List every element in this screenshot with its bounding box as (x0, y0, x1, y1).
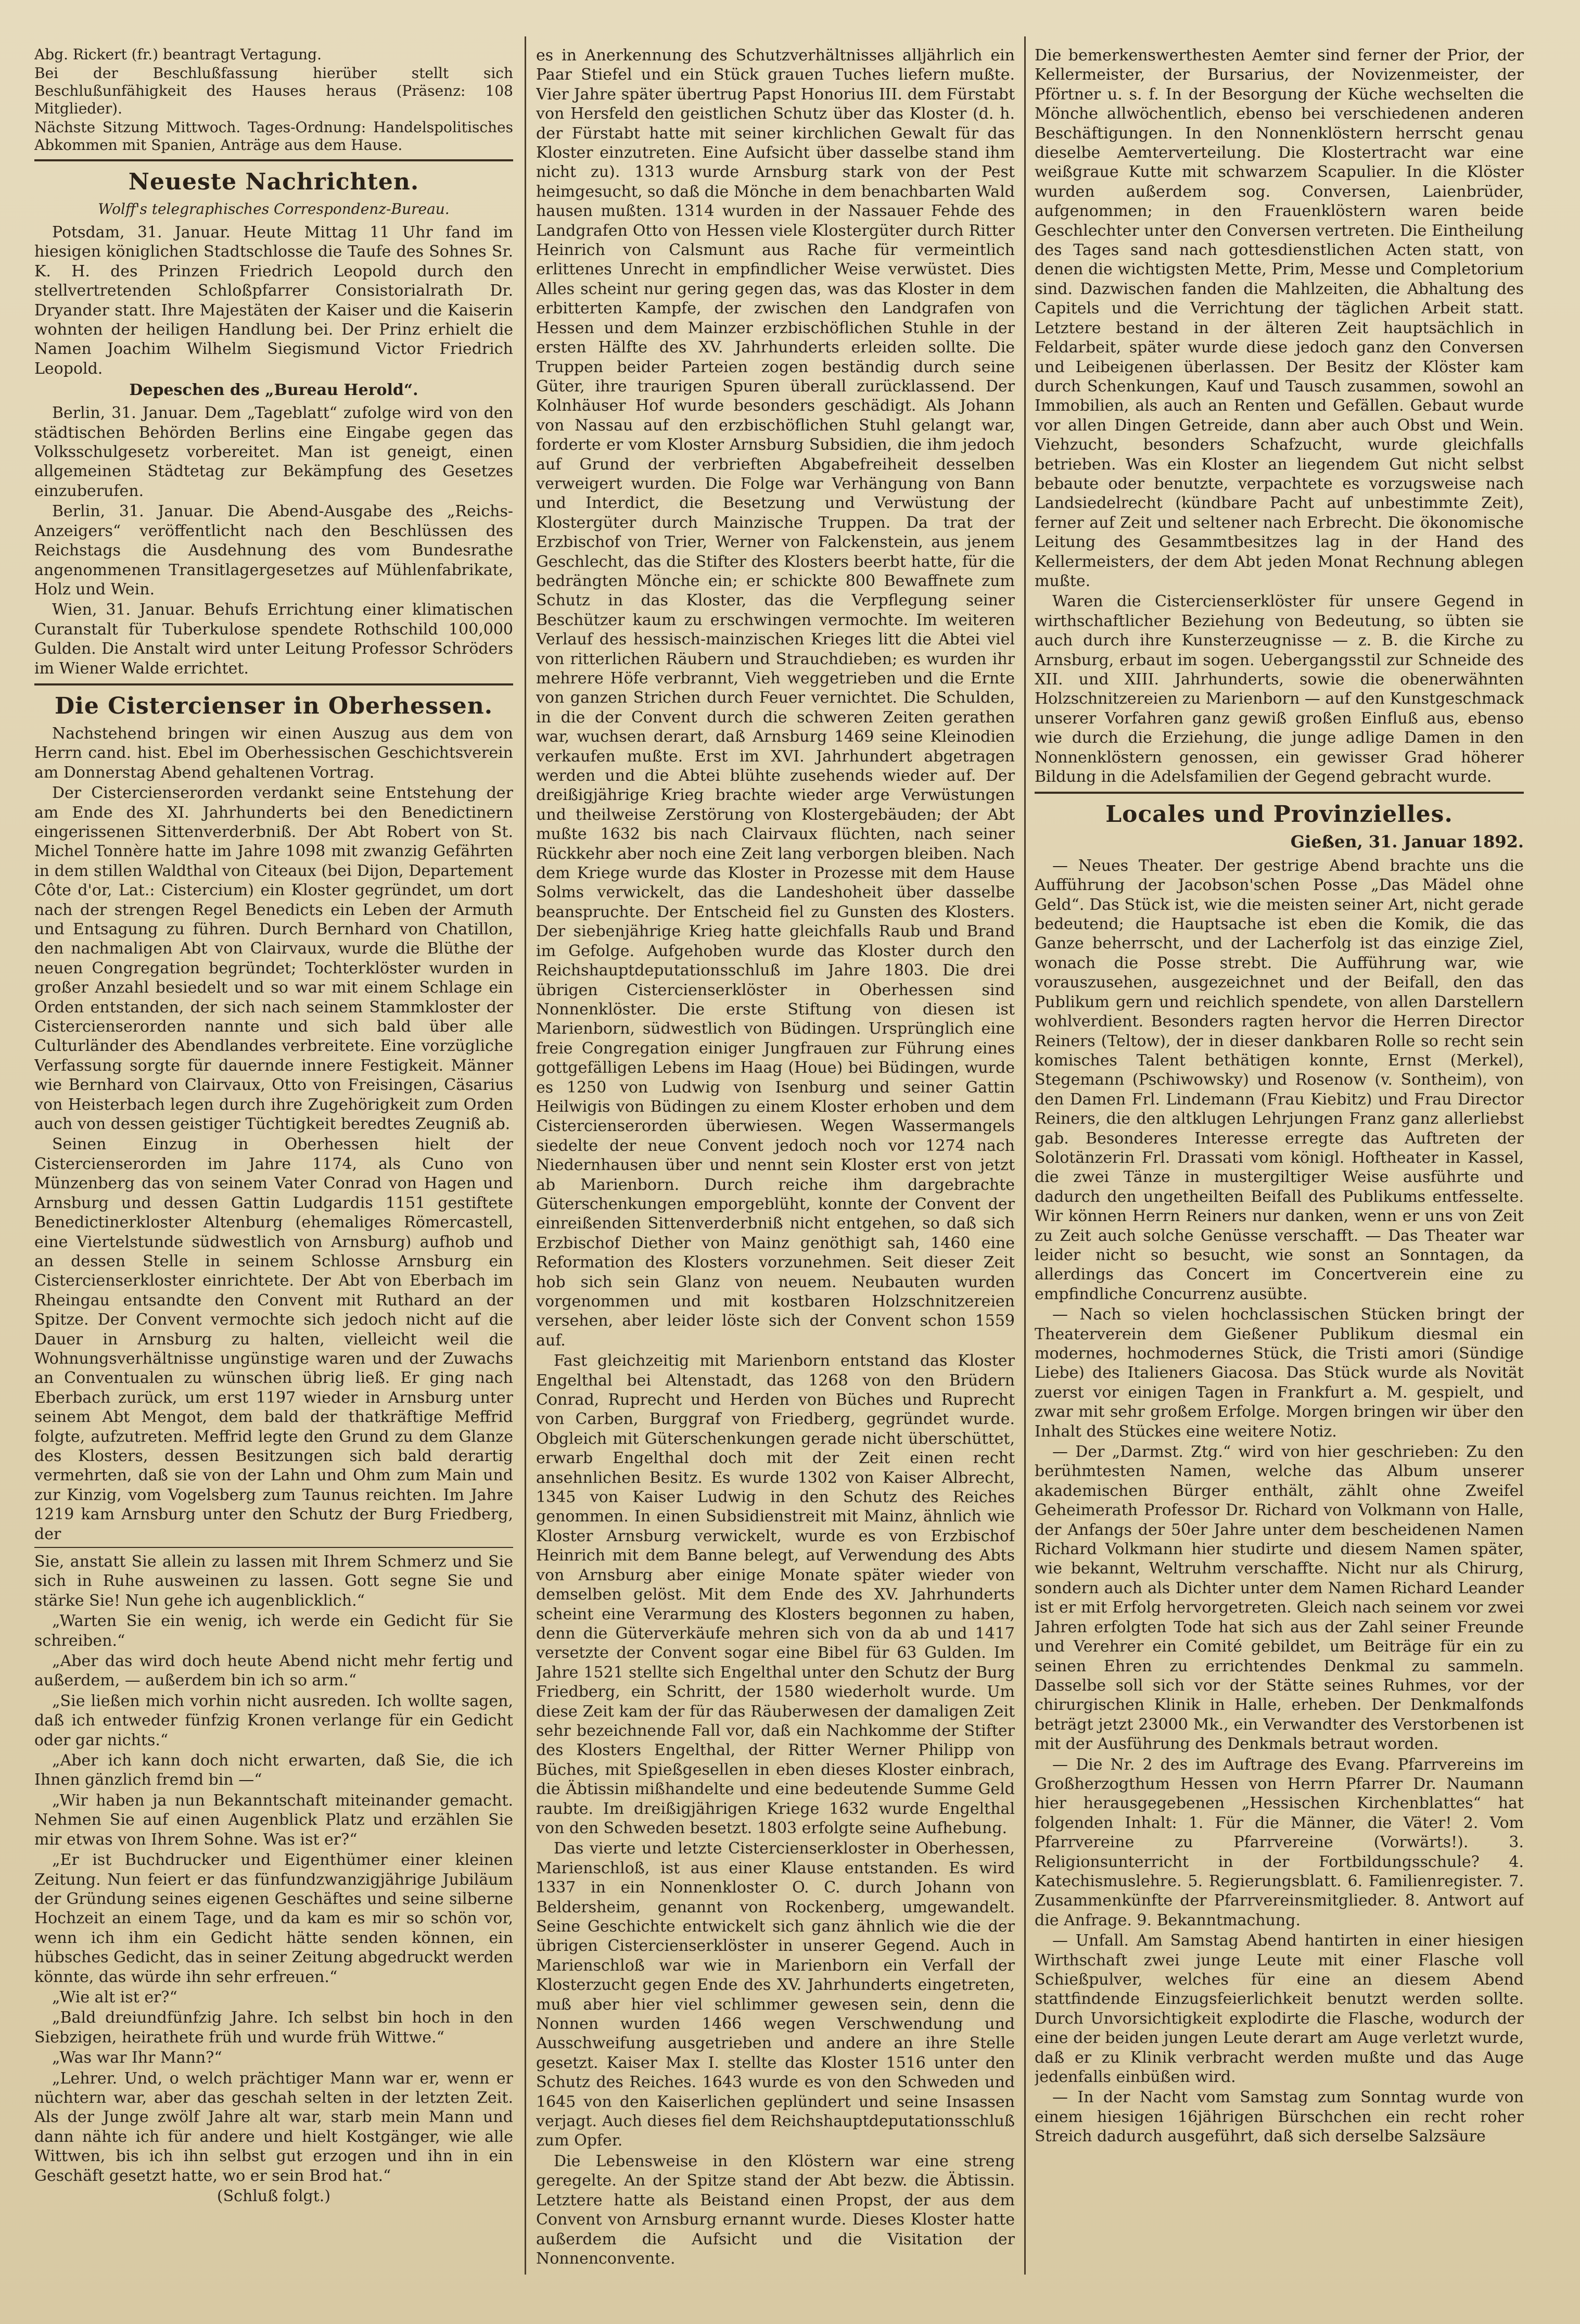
feuilleton-rule (34, 1547, 513, 1548)
story-paragraph: „Lehrer. Und, o welch prächtiger Mann war er, wenn er nüchtern war, aber das geschah selten in der letzten Zeit. Als der Junge zwölf Jahre alt war, starb mein Mann und dann nähte ich für andere und hielt Kostgänger, wie alle Wittwen, bis ich ihn selbst gut erzogen und ihn in ein Geschäft gesetzt hatte, wo er sein Brod hat.“ (34, 2069, 513, 2185)
news-subheading: Wolff's telegraphisches Correspondenz-Bureau. (98, 200, 450, 218)
parliament-note: Nächste Sitzung Mittwoch. Tages-Ordnung: Handelspolitisches Abkommen mit Spanien, Anträge aus dem Hause. (34, 119, 513, 154)
story-paragraph: „Er ist Buchdrucker und Eigenthümer einer kleinen Zeitung. Nun feiert er das fünfundzwanzigjährige Jubiläum der Gründung seines eigenen Geschäftes und seine silberne Hochzeit an einem Tage, und da kam es mir so schön vor, wenn ich ihm ein Gedicht hätte senden können, ein hübsches Gedicht, das in seiner Zeitung abgedruckt werden könnte, das würde ihn sehr erfreuen.“ (34, 1851, 513, 1986)
story-paragraph: „Aber ich kann doch nicht erwarten, daß Sie, die ich Ihnen gänzlich fremd bin —“ (34, 1751, 513, 1789)
article-paragraph: Nachstehend bringen wir einen Auszug aus dem von Herrn cand. hist. Ebel im Oberhessischen Geschichtsverein am Donnerstag Abend gehaltenen Vortrag. (34, 724, 513, 782)
herold-heading: Depeschen des „Bureau Herold“. (129, 381, 418, 400)
column-1 (34, 46, 513, 2284)
story-paragraph: „Bald dreiundfünfzig Jahre. Ich selbst bin hoch in den Siebzigen, heirathete früh und wurde früh Wittwe.“ (34, 2009, 513, 2047)
news-item: Wien, 31. Januar. Behufs Errichtung einer klimatischen Curanstalt für Tuberkulose spendete Rothschild 100,000 Gulden. Die Anstalt wird unter Leitung Professor Schröders im Wiener Walde errichtet. (34, 601, 513, 678)
article-paragraph: Fast gleichzeitig mit Marienborn entstand das Kloster Engelthal bei Altenstadt, das 1268 von den Brüdern Conrad, Ruprecht und Herden von Büches und Ruprecht von Carben, Burggraf von Friedberg, gegründet wurde. Obgleich mit Güterschenkungen gerade nicht überschüttet, erwarb Engelthal doch mit der Zeit einen recht ansehnlichen Besitz. Es wurde 1302 von Kaiser Albrecht, 1345 von Kaiser Ludwig in den Schutz des Reiches genommen. In einen Subsidienstreit mit Mainz, ähnlich wie Kloster Arnsburg verwickelt, wurde es von Erzbischof Heinrich mit dem Banne belegt, auf Verwendung des Abts von Arnsburg aber einige Monate später wieder von demselben gelöst. Mit dem Ende des XV. Jahrhunderts scheint eine Verarmung des Klosters begonnen zu haben, denn die Güterverkäufe mehren sich von da ab und 1417 versetzte der Convent sogar eine Bibel für 63 Gulden. Im Jahre 1521 stellte sich Engelthal unter den Schutz der Burg Friedberg, ein Schritt, der 1580 wiederholt wurde. Um diese Zeit kam der für das Räuberwesen der damaligen Zeit sehr bezeichnende Fall vor, daß ein Nachkomme der Stifter des Klosters Engelthal, der Ritter Werner Philipp von Büches, mit Spießgesellen in eben dieses Kloster einbrach, die Äbtissin mißhandelte und eine bedeutende Summe Geld raubte. Im dreißigjährigen Kriege 1632 wurde Engelthal von den Schweden besetzt. 1803 erfolgte seine Aufhebung. (536, 1352, 1015, 1837)
story-paragraph: Sie, anstatt Sie allein zu lassen mit Ihrem Schmerz und Sie sich in Ruhe ausweinen zu lassen. Gott segne Sie und stärke Sie! Nun gehe ich augenblicklich.“ (34, 1553, 513, 1610)
story-paragraph: „Wir haben ja nun Bekanntschaft miteinander gemacht. Nehmen Sie auf einen Augenblick Platz und erzählen Sie mir etwas von Ihrem Sohne. Was ist er?“ (34, 1791, 513, 1849)
story-paragraph: „Warten Sie ein wenig, ich werde ein Gedicht für Sie schreiben.“ (34, 1612, 513, 1650)
article-paragraph: Waren die Cistercienserklöster für unsere Gegend in wirthschaftlicher Beziehung von Bedeutung, so übten sie auch durch ihre Kunsterzeugnisse — z. B. die Kirche zu Arnsburg, erbaut im sogen. Uebergangsstil zur Schneide des XII. und XIII. Jahrhunderts, sowie die obenerwähnten Holzschnitzereien zu Marienborn — auf den Kunstgeschmack unserer Vorfahren ganz gewiß großen Einfluß aus, ebenso wie durch die Erziehung, die junge adlige Damen in den Nonnenklöstern genossen, ein gewisser Grad höherer Bildung in die Adelsfamilien der Gegend gebracht wurde. (1035, 592, 1524, 786)
dateline: Gießen, 31. Januar 1892. (1290, 832, 1524, 852)
story-paragraph: „Aber das wird doch heute Abend nicht mehr fertig und außerdem, — außerdem bin ich so arm.“ (34, 1652, 513, 1690)
news-item: Berlin, 31. Januar. Dem „Tageblatt“ zufolge wird von den städtischen Behörden Berlins eine Eingabe gegen das Volksschulgesetz vorbereitet. Man ist geneigt, einen allgemeinen Städtetag zur Bekämpfung des Gesetzes einzuberufen. (34, 404, 513, 500)
section-rule (34, 159, 513, 161)
column-3 (1035, 46, 1524, 2300)
article-paragraph: Der Cistercienserorden verdankt seine Entstehung der am Ende des XI. Jahrhunderts bei den Benedictinern eingerissenen Sittenverderbniß. Der Abt Robert von St. Michel Tonnère hatte im Jahre 1098 mit zwanzig Gefährten in dem stillen Waldthal von Citeaux (bei Dijon, Departement Côte d'or, Lat.: Cistercium) ein Kloster gegründet, um dort nach der strengen Regel Benedicts ein Leben der Armuth und Entsagung zu führen. Durch Bernhard von Chatillon, den nachmaligen Abt von Clairvaux, wurde die Blüthe der neuen Congregation begründet; Tochterklöster wurden in großer Anzahl besiedelt und so war mit einem Schlage ein Orden entstanden, der sich nach seinem Stammkloster der Cistercienserorden nannte und sich bald über alle Culturländer des Abendlandes verbreitete. Eine vorzügliche Verfassung sorgte für dauernde innere Festigkeit. Männer wie Bernhard von Clairvaux, Otto von Freisingen, Cäsarius von Heisterbach legen durch ihre Zugehörigkeit zum Orden auch von dessen geistiger Tüchtigkeit beredtes Zeugniß ab. (34, 784, 513, 1134)
article-heading: Die Cistercienser in Oberhessen. (54, 692, 493, 719)
section-rule (1035, 792, 1524, 794)
column-divider (1024, 36, 1026, 2275)
local-news-heading: Locales und Provinzielles. (1105, 801, 1453, 828)
article-paragraph: Seinen Einzug in Oberhessen hielt der Cistercienserorden im Jahre 1174, als Cuno von Münzenberg das von seinem Vater Conrad von Hagen und Arnsburg und dessen Gattin Ludgardis 1151 gestiftete Benedictinerkloster Altenburg (ehemaliges Römercastell, eine Viertelstunde südwestlich von Arnsburg) aufhob und an dessen Stelle in seinem Schlosse Arnsburg ein Cistercienserkloster einrichtete. Der Abt von Eberbach im Rheingau entsandte den Convent mit Ruthard an der Spitze. Der Convent vermochte sich jedoch nicht auf die Dauer in Arnsburg zu halten, vielleicht weil die Wohnungsverhältnisse ungünstige waren und der Zuwachs an Conventualen zu wünschen übrig ließ. Er ging nach Eberbach zurück, um erst 1197 wieder in Arnsburg unter seinem Abt Mengot, dem bald der thatkräftige Meffrid folgte, aufzutreten. Meffrid legte den Grund zu dem Glanze des Klosters, dessen Besitzungen sich bald derartig vermehrten, daß sie von der Lahn und Ohm zum Main und zur Kinzig, vom Vogelsberg zum Taunus reichten. Im Jahre 1219 kam Arnsburg unter den Schutz der Burg Friedberg, der (34, 1135, 513, 1543)
story-continued: (Schluß folgt.) (216, 2187, 331, 2205)
local-news-item: — In der Nacht vom Samstag zum Sonntag wurde von einem hiesigen 16jährigen Bürschchen ein recht roher Streich dadurch ausgeführt, daß sich derselbe Salzsäure (1035, 2088, 1524, 2146)
local-news-item: — Unfall. Am Samstag Abend hantirten in einer hiesigen Wirthschaft zwei junge Leute mit einer Flasche voll Schießpulver, welches für eine an diesem Abend stattfindende Einzugsfeierlichkeit benutzt werden sollte. Durch Unvorsichtigkeit explodirte die Flasche, wodurch der eine der beiden jungen Leute derart am Auge verletzt wurde, daß er zu Klinik verbracht werden mußte und das Auge jedenfalls einbüßen wird. (1035, 1932, 1524, 2087)
local-news-item: — Nach so vielen hochclassischen Stücken bringt der Theaterverein dem Gießener Publikum diesmal ein modernes, hochmodernes Stück, die Tristi amori (Sündige Liebe) des Italieners Giacosa. Das Stück wurde als Novität zuerst vor einigen Tagen in Frankfurt a. M. gespielt, und zwar mit sehr großem Erfolge. Morgen bringen wir über den Inhalt des Stückes eine weitere Notiz. (1035, 1305, 1524, 1441)
story-paragraph: „Was war Ihr Mann?“ (52, 2049, 222, 2067)
article-paragraph: Die bemerkenswerthesten Aemter sind ferner der Prior, der Kellermeister, der Bursarius, der Novizenmeister, der Pförtner u. s. f. In der Besorgung der Küche wechselten die Mönche allwöchentlich, ebenso bei verschiedenen anderen Beschäftigungen. In den Nonnenklöstern herrscht genau dieselbe Aemterverteilung. Die Klostertracht war eine weißgraue Kutte mit schwarzem Scapulier. In die Klöster wurden außerdem sog. Conversen, Laienbrüder, aufgenommen; in den Frauenklöstern waren beide Geschlechter unter den Conversen vertreten. Die Eintheilung des Tages sand nach gottesdienstlichen Acten statt, von denen die wichtigsten Mette, Prim, Messe und Completorium sind. Dazwischen fanden die Mahlzeiten, die Abhaltung des Capitels und die Verrichtung der täglichen Arbeit statt. Letztere bestand in der älteren Zeit hauptsächlich in Feldarbeit, später wurde diese jedoch ganz den Conversen und Leibeigenen überlassen. Der Besitz der Klöster kam durch Schenkungen, Kauf und Tausch zusammen, sowohl an Immobilien, als auch an Renten und Gefällen. Gebaut wurde vor allen Dingen Getreide, dann aber auch Obst und Wein. Viehzucht, besonders Schafzucht, wurde gleichfalls betrieben. Was ein Kloster an liegendem Gut nicht selbst bebaute oder benutzte, verpachtete es vorzugsweise nach Landsiedelrecht (kündbare Pacht auf unbestimmte Zeit), ferner auf Zeit und seltener nach Erbrecht. Die ökonomische Leitung des Gesammtbesitzes lag in der Hand des Kellermeisters, der dem Abt jeden Monat Rechnung ablegen mußte. (1035, 46, 1524, 590)
article-paragraph: es in Anerkennung des Schutzverhältnisses alljährlich ein Paar Stiefel und ein Stück grauen Tuches liefern mußte. Vier Jahre später übertrug Papst Honorius III. dem Fürstabt von Hersfeld den geistlichen Schutz über das Kloster (d. h. der Fürstabt hatte mit seiner kirchlichen Gewalt für das Kloster einzutreten. Eine Aufsicht über dasselbe stand ihm nicht zu). 1313 wurde Arnsburg stark von der Pest heimgesucht, so daß die Mönche in dem benachbarten Wald hausen mußten. 1314 wurden in der Nassauer Fehde des Landgrafen Otto von Hessen viele Klostergüter durch Ritter Heinrich von Calsmunt aus Rache für vermeintlich erlittenes Unrecht in empfindlicher Weise verwüstet. Dies Alles scheint nur gering gegen das, was das Kloster in dem erbitterten Kampfe, der zwischen den Landgrafen von Hessen und dem Mainzer erzbischöflichen Stuhle in der ersten Hälfte des XV. Jahrhunderts erleiden sollte. Die Truppen beider Parteien zogen beständig durch seine Güter, ihre traurigen Spuren überall zurücklassend. Der Kolnhäuser Hof wurde besonders geschädigt. Als Johann von Nassau auf den erzbischöflichen Stuhl gelangt war, forderte er vom Kloster Arnsburg Subsidien, die ihm jedoch auf Grund der verbrieften Abgabefreiheit desselben verweigert wurden. Die Folge war Verhängung von Bann und Interdict, die Besetzung und Verwüstung der Klostergüter durch Mainzische Truppen. Da trat der Erzbischof von Trier, Werner von Falckenstein, aus jenem Geschlecht, das die Stifter des Klosters beerbt hatte, für die bedrängten Mönche ein; er schickte 800 Bewaffnete zum Schutz in das Kloster, das die Verpflegung seiner Beschützer kaum zu erschwingen vermochte. Im weiteren Verlauf des hessisch-mainzischen Krieges litt die Abtei viel von ritterlichen Räubern und Strauchdieben; es wurden ihr mehrere Höfe verbrannt, Vieh weggetrieben und die Ernte von ganzen Strichen durch Feuer vernichtet. Die Schulden, in die der Convent durch die schweren Zeiten gerathen war, wuchsen derart, daß Arnsburg 1469 seine Kleinodien verkaufen mußte. Erst im XVI. Jahrhundert abgetragen werden und die Abtei blühte zusehends wieder auf. Der dreißigjährige Krieg brachte wieder arge Verwüstungen und theilweise Zerstörung von Klostergebäuden; der Abt mußte 1632 bis nach Clairvaux flüchten, nach seiner Rückkehr aber noch eine Zeit lang verborgen bleiben. Nach dem Kriege wurde das Kloster in Prozesse mit dem Hause Solms verwickelt, das die Landeshoheit über dasselbe beanspruchte. Der Entscheid fiel zu Gunsten des Klosters. Der siebenjährige Krieg hatte gleichfalls Raub und Brand im Gefolge. Aufgehoben wurde das Kloster durch den Reichshauptdeputationsschluß im Jahre 1803. Die drei übrigen Cistercienserklöster in Oberhessen sind Nonnenklöster. Die erste Stiftung von diesen ist Marienborn, südwestlich von Büdingen. Ursprünglich eine freie Congregation einiger Jungfrauen zur Führung eines gottgefälligen Lebens im Haag (Houe) bei Büdingen, wurde es 1250 von Ludwig von Isenburg und seiner Gattin Heilwigis von Büdingen zu einem Kloster erhoben und dem Cistercienserorden überwiesen. Wegen Wassermangels siedelte der neue Convent jedoch noch vor 1274 nach Niedernhausen über und nennt sein Kloster erst von jetzt ab Marienborn. Durch reiche ihm dargebrachte Güterschenkungen emporgeblüht, konnte der Convent der einreißenden Sittenverderbniß nicht entgehen, so daß sich Erzbischof Diether von Mainz genöthigt sah, 1460 eine Reformation des Klosters vorzunehmen. Seit dieser Zeit hob sich sein Glanz von neuem. Neubauten wurden vorgenommen und mit kostbaren Holzschnitzereien versehen, aber leider löste sich der Convent schon 1559 auf. (536, 46, 1015, 1350)
article-paragraph: Das vierte und letzte Cistercienserkloster in Oberhessen, Marienschloß, ist aus einer Klause entstanden. Es wird 1337 in ein Nonnenkloster O. C. durch Johann von Beldersheim, genannt von Rockenberg, umgewandelt. Seine Geschichte entwickelt sich ganz ähnlich wie die der übrigen Cistercienserklöster in unserer Gegend. Auch in Marienschloß war wie in Marienborn ein Verfall der Klosterzucht gegen Ende des XV. Jahrhunderts eingetreten, muß aber hier viel schlimmer gewesen sein, denn die Nonnen wurden 1466 wegen Verschwendung und Ausschweifung ausgetrieben und andere an ihre Stelle gesetzt. Kaiser Max I. stellte das Kloster 1516 unter den Schutz des Reiches. 1643 wurde es von den Schweden und 1645 von den Kaiserlichen geplündert und seine Insassen verjagt. Auch dieses fiel dem Reichshauptdeputationsschluß zum Opfer. (536, 1839, 1015, 2150)
news-item: Potsdam, 31. Januar. Heute Mittag 11 Uhr fand im hiesigen königlichen Stadtschlosse die Taufe des Sohnes Sr. K. H. des Prinzen Friedrich Leopold durch den stellvertretenden Schloßpfarrer Consistorialrath Dr. Dryander statt. Ihre Majestäten der Kaiser und die Kaiserin wohnten der heiligen Handlung bei. Der Prinz erhielt die Namen Joachim Wilhelm Siegismund Victor Friedrich Leopold. (34, 223, 513, 378)
parliament-note: Bei der Beschlußfassung hierüber stellt sich Beschlußunfähigkeit des Hauses heraus (Präsenz: 108 Mitglieder). (34, 65, 513, 117)
article-paragraph: Die Lebensweise in den Klöstern war eine streng geregelte. An der Spitze stand der Abt bezw. die Äbtissin. Letztere hatte als Beistand einen Propst, der aus dem Convent von Arnsburg ernannt wurde. Dieses Kloster hatte außerdem die Aufsicht und die Visitation der Nonnenconvente. (536, 2152, 1015, 2268)
parliament-note: Abg. Rickert (fr.) beantragt Vertagung. (34, 46, 322, 63)
local-news-item: — Der „Darmst. Ztg.“ wird von hier geschrieben: Zu den berühmtesten Namen, welche das Album unserer akademischen Bürger enthält, zählt ohne Zweifel Geheimerath Professor Dr. Richard von Volkmann von Halle, der Anfangs der 50er Jahre unter dem bescheidenen Namen Richard Volkmann hier studirte und diesem Namen später, wie bekannt, Weltruhm verschaffte. Nicht nur als Chirurg, sondern auch als Dichter unter dem Namen Richard Leander ist er mit Erfolg hervorgetreten. Gleich nach seinem vor zwei Jahren erfolgten Tode hat sich aus der Zahl seiner Freunde und Verehrer ein Comité gebildet, um Beiträge für ein zu seinen Ehren zu errichtendes Denkmal zu sammeln. Dasselbe soll sich vor der Stätte seines Ruhmes, vor der chirurgischen Klinik in Halle, erheben. Der Denkmalfonds beträgt jetzt 23000 Mk., ein Verwandter des Verstorbenen ist mit der Ausführung des Denkmals betraut worden. (1035, 1443, 1524, 1754)
news-item: Berlin, 31. Januar. Die Abend-Ausgabe des „Reichs-Anzeigers“ veröffentlicht nach den Beschlüssen des Reichstags die Ausdehnung des vom Bundesrathe angenommenen Transitlagergesetzes auf Mühlenfabrikate, Holz und Wein. (34, 502, 513, 599)
section-rule (34, 683, 513, 685)
story-paragraph: „Wie alt ist er?“ (52, 1988, 177, 2006)
local-news-item: — Die Nr. 2 des im Auftrage des Evang. Pfarrvereins im Großherzogthum Hessen von Herrn Pfarrer Dr. Naumann hier herausgegebenen „Hessischen Kirchenblattes“ hat folgenden Inhalt: 1. Für die Männer, die Väter! 2. Vom Pfarrvereine zu Pfarrvereine (Vorwärts!). 3. Religionsunterricht in der Fortbildungsschule? 4. Katechismuslehre. 5. Regierungsblatt. 6. Familienregister. 7. Zusammenkünfte der Pfarrvereinsmitglieder. 8. Antwort auf die Anfrage. 9. Bekanntmachung. (1035, 1755, 1524, 1929)
local-news-item: — Neues Theater. Der gestrige Abend brachte uns die Aufführung der Jacobson'schen Posse „Das Mädel ohne Geld“. Das Stück ist, wie die meisten seiner Art, nicht gerade bedeutend; die Hauptsache ist eben die Komik, die das Ganze beherrscht, und der Lacherfolg ist das einzige Ziel, wonach die Posse strebt. Die Aufführung war, wie vorauszusehen, ausgezeichnet und der Beifall, den das Publikum gern und reichlich spendete, von allen Darstellern wohlverdient. Besonders ragten hervor die Herren Director Reiners (Teltow), der in dieser dankbaren Rolle so recht sein komisches Talent bethätigen konnte, Ernst (Merkel), Stegemann (Pschiwowsky) und Rosenow (v. Sontheim), von den Damen Frl. Lindemann (Frau Kiebitz) und Frau Director Reiners, die den altklugen Lehrjungen Franz ganz allerliebst gab. Besonderes Interesse erregte das Auftreten der Solotänzerin Frl. Drassati vom königl. Hoftheater in Kassel, die zwei Tänze in mustergiltiger Weise ausführte und dadurch den ungetheilten Beifall des Publikums entfesselte. Wir können Herrn Reiners nur danken, wenn er uns von Zeit zu Zeit auch solche Genüsse verschafft. — Das Theater war leider nicht so besucht, wie sonst an Sonntagen, da allerdings das Concert im Concertverein eine zu empfindliche Concurrenz ausübte. (1035, 856, 1524, 1303)
story-paragraph: „Sie ließen mich vorhin nicht ausreden. Ich wollte sagen, daß ich entweder fünfzig Kronen verlange für ein Gedicht oder gar nichts.“ (34, 1692, 513, 1749)
news-heading: Neueste Nachrichten. (128, 169, 419, 195)
column-2 (536, 46, 1015, 2300)
column-divider (525, 36, 526, 2275)
